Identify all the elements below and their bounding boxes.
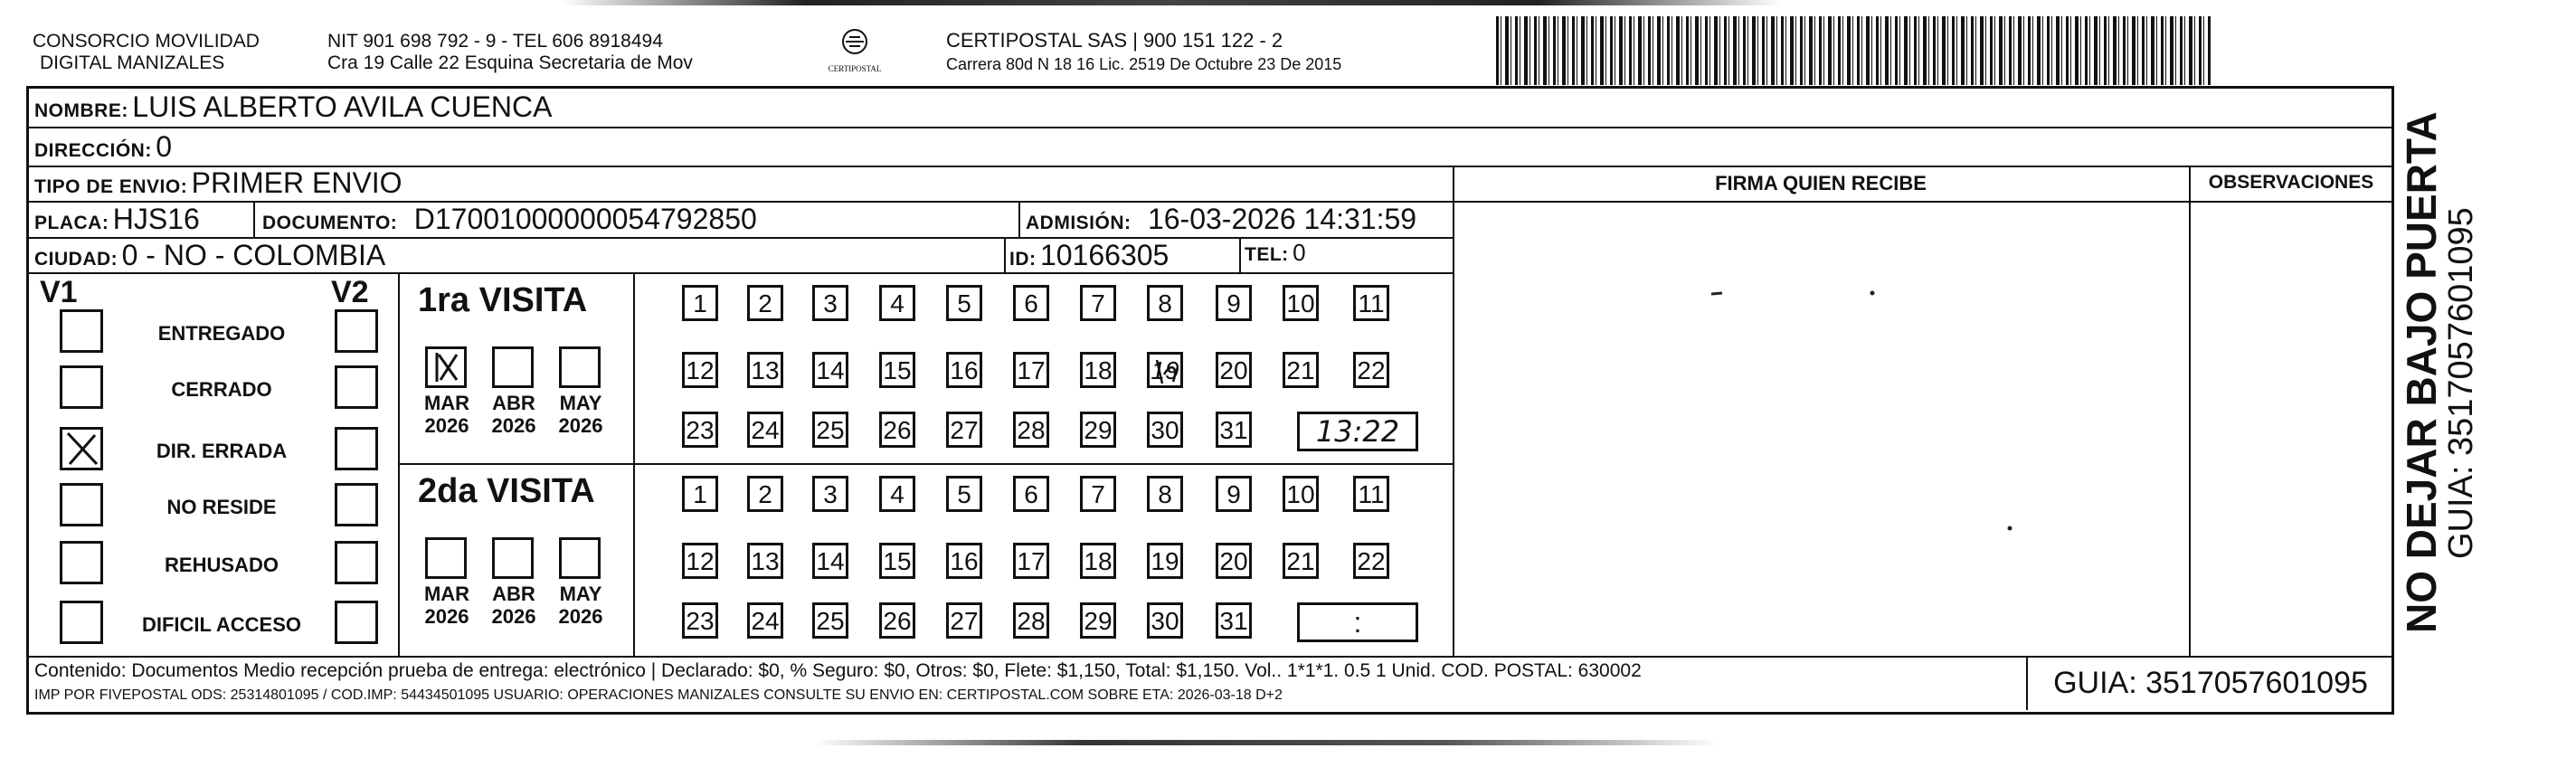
v2-checkbox[interactable] xyxy=(335,365,378,409)
day-box[interactable]: 10 xyxy=(1283,285,1319,321)
day-box[interactable]: 26 xyxy=(879,412,915,448)
day-box[interactable]: 6 xyxy=(1013,285,1049,321)
month-year: 2026 xyxy=(424,414,469,437)
documento-field xyxy=(262,203,757,236)
day-box[interactable]: 3 xyxy=(812,285,848,321)
side-guia: GUIA: 3517057601095 xyxy=(2442,207,2480,559)
day-box[interactable]: 24 xyxy=(747,412,783,448)
nombre-label: NOMBRE: xyxy=(34,100,128,121)
day-box[interactable]: 12 xyxy=(682,543,718,579)
day-box[interactable]: 23 xyxy=(682,602,718,639)
day-box[interactable]: 27 xyxy=(946,602,982,639)
tel-value: 0 xyxy=(1293,239,1306,266)
v1-checkbox[interactable] xyxy=(60,427,103,470)
month-name: MAR xyxy=(423,583,470,605)
v2-checkbox[interactable] xyxy=(335,309,378,353)
month-name: ABR xyxy=(492,392,535,414)
day-box[interactable]: 14 xyxy=(812,352,848,388)
placa-value: HJS16 xyxy=(112,203,200,235)
footer-imp: IMP POR FIVEPOSTAL ODS: 25314801095 / COD.IMP: 54434501095 USUARIO: OPERACIONES MANIZALES CONSULTE SU ENVIO EN: CERTIPOSTAL.COM SOBRE ETA: 2026-03-18 D+2 xyxy=(34,687,1283,703)
day-box[interactable]: 28 xyxy=(1013,602,1049,639)
no-dejar-bajo-puerta: NO DEJAR BAJO PUERTA xyxy=(2398,111,2445,633)
certipostal-block xyxy=(946,29,1341,74)
day-box[interactable]: 11 xyxy=(1353,285,1389,321)
day-box[interactable]: 24 xyxy=(747,602,783,639)
month-label xyxy=(487,583,541,628)
day-box[interactable]: 20 xyxy=(1216,352,1252,388)
day-box[interactable]: 4 xyxy=(879,285,915,321)
day-box[interactable]: 18 xyxy=(1080,543,1116,579)
tel-label: TEL: xyxy=(1245,244,1289,265)
day-box[interactable]: 5 xyxy=(946,476,982,512)
month-year: 2026 xyxy=(424,605,469,628)
month-checkbox[interactable] xyxy=(492,346,534,388)
rule-1 xyxy=(29,127,2391,128)
month-checkbox[interactable] xyxy=(559,346,601,388)
day-box[interactable]: 10 xyxy=(1283,476,1319,512)
vrule-firma xyxy=(1453,166,1454,656)
v2-label: V2 xyxy=(331,275,369,309)
check-x-icon xyxy=(428,349,464,385)
month-name: MAY xyxy=(559,392,602,414)
placa-label: PLACA: xyxy=(34,213,109,233)
vrule-observaciones xyxy=(2189,166,2191,656)
day-box[interactable]: 13 xyxy=(747,352,783,388)
check-x-icon xyxy=(62,430,100,468)
day-box[interactable]: 11 xyxy=(1353,476,1389,512)
month-label xyxy=(554,392,608,437)
scan-edge-bottom xyxy=(814,740,1719,745)
id-value: 10166305 xyxy=(1039,239,1170,271)
vrule-guia xyxy=(2026,656,2028,710)
direccion-field xyxy=(34,130,172,164)
vrule-tel xyxy=(1239,237,1241,272)
vrule-placa xyxy=(253,201,255,237)
admision-value: 16-03-2026 14:31:59 xyxy=(1147,203,1417,235)
day-box[interactable]: 29 xyxy=(1080,602,1116,639)
day-mark xyxy=(1150,355,1182,395)
day-box[interactable]: 29 xyxy=(1080,412,1116,448)
documento-label: DOCUMENTO: xyxy=(262,213,398,233)
firma-label: FIRMA QUIEN RECIBE xyxy=(1715,172,1927,194)
month-checkbox[interactable] xyxy=(492,537,534,579)
tel-field xyxy=(1245,239,1306,267)
day-box[interactable]: 8 xyxy=(1147,476,1183,512)
day-box[interactable]: 19 xyxy=(1147,543,1183,579)
time-box[interactable]: 13:22 xyxy=(1297,412,1418,451)
day-box[interactable]: 4 xyxy=(879,476,915,512)
day-box[interactable]: 30 xyxy=(1147,602,1183,639)
logo-icon xyxy=(837,27,873,60)
status-label: DIFICIL ACCESO xyxy=(141,613,301,636)
status-label: CERRADO xyxy=(171,378,272,401)
v2-checkbox[interactable] xyxy=(335,601,378,644)
month-year: 2026 xyxy=(491,605,536,628)
month-label xyxy=(554,583,608,628)
month-name: MAY xyxy=(559,583,602,605)
nit-line: NIT 901 698 792 - 9 - TEL 606 8918494 xyxy=(327,31,663,52)
day-box[interactable]: 9 xyxy=(1216,285,1252,321)
day-box[interactable]: 6 xyxy=(1013,476,1049,512)
placa-field xyxy=(34,203,200,236)
nombre-value: LUIS ALBERTO AVILA CUENCA xyxy=(132,90,553,123)
vrule-days xyxy=(633,272,635,656)
status-label: ENTREGADO xyxy=(157,322,286,345)
barcode xyxy=(1496,16,2211,85)
v1-checkbox[interactable] xyxy=(60,541,103,584)
day-box[interactable]: 22 xyxy=(1353,543,1389,579)
admision-label: ADMISIÓN: xyxy=(1026,213,1132,233)
id-field xyxy=(1009,239,1169,272)
month-year: 2026 xyxy=(558,414,603,437)
logo-text: CERTIPOSTAL xyxy=(828,64,882,73)
day-box[interactable]: 30 xyxy=(1147,412,1183,448)
vrule-admision xyxy=(1018,201,1020,237)
month-year: 2026 xyxy=(491,414,536,437)
day-box[interactable]: 13 xyxy=(747,543,783,579)
day-box[interactable]: 28 xyxy=(1013,412,1049,448)
ink-dot xyxy=(2006,525,2015,532)
ciudad-value: 0 - NO - COLOMBIA xyxy=(121,239,386,271)
month-checkbox[interactable] xyxy=(425,346,467,388)
day-box[interactable]: 16 xyxy=(946,352,982,388)
ink-dot xyxy=(1869,289,1878,297)
tipo-envio-value: PRIMER ENVIO xyxy=(191,166,402,199)
day-box[interactable]: 31 xyxy=(1216,412,1252,448)
day-box[interactable]: 16 xyxy=(946,543,982,579)
day-box[interactable]: 15 xyxy=(879,352,915,388)
company-line-1: CONSORCIO MOVILIDAD xyxy=(33,31,260,52)
direccion-value: 0 xyxy=(156,130,173,163)
month-checkbox[interactable] xyxy=(559,537,601,579)
visit-title: 2da VISITA xyxy=(418,472,595,510)
day-box[interactable]: 1 xyxy=(682,476,718,512)
address-line: Cra 19 Calle 22 Esquina Secretaria de Mov xyxy=(327,52,693,73)
company-contact-block xyxy=(327,31,693,74)
day-box[interactable]: 23 xyxy=(682,412,718,448)
v2-checkbox[interactable] xyxy=(335,541,378,584)
tipo-envio-field xyxy=(34,166,402,200)
day-box[interactable]: 5 xyxy=(946,285,982,321)
day-box[interactable]: 26 xyxy=(879,602,915,639)
v1-label: V1 xyxy=(40,275,78,309)
month-label xyxy=(420,392,474,437)
month-name: MAR xyxy=(423,392,470,414)
day-box[interactable]: 17 xyxy=(1013,352,1049,388)
day-box[interactable]: 19 xyxy=(1147,352,1183,388)
month-label xyxy=(420,583,474,628)
day-box[interactable]: 31 xyxy=(1216,602,1252,639)
documento-value: D17001000000054792850 xyxy=(413,203,757,235)
v1-checkbox[interactable] xyxy=(60,601,103,644)
day-box[interactable]: 2 xyxy=(747,476,783,512)
day-box[interactable]: 25 xyxy=(812,412,848,448)
visit-title: 1ra VISITA xyxy=(418,281,588,319)
v1-checkbox[interactable] xyxy=(60,483,103,526)
status-label: NO RESIDE xyxy=(166,496,277,518)
v2-checkbox[interactable] xyxy=(335,483,378,526)
v2-checkbox[interactable] xyxy=(335,427,378,470)
day-box[interactable]: 14 xyxy=(812,543,848,579)
day-box[interactable]: 21 xyxy=(1283,352,1319,388)
time-box[interactable]: : xyxy=(1297,602,1418,642)
nombre-field xyxy=(34,90,552,124)
status-label: DIR. ERRADA xyxy=(156,440,288,462)
day-box[interactable]: 22 xyxy=(1353,352,1389,388)
observaciones-label: OBSERVACIONES xyxy=(2208,172,2374,193)
day-box[interactable]: 18 xyxy=(1080,352,1116,388)
ciudad-label: CIUDAD: xyxy=(34,249,118,270)
month-checkbox[interactable] xyxy=(425,537,467,579)
status-label: REHUSADO xyxy=(165,554,279,576)
footer-contenido: Contenido: Documentos Medio recepción prueba de entrega: electrónico | Declarado: $0, % Seguro: $0, Otros: $0, Flete: $1,150, Total: $1,150. Vol.. 1*1*1. 0.5 1 Unid. COD. POSTAL: 630002 xyxy=(34,660,1642,681)
day-box[interactable]: 8 xyxy=(1147,285,1183,321)
rule-visit-split xyxy=(398,463,1453,465)
day-box[interactable]: 7 xyxy=(1080,285,1116,321)
admision-field xyxy=(1026,203,1416,236)
day-box[interactable]: 25 xyxy=(812,602,848,639)
certipostal-line-1: CERTIPOSTAL SAS | 900 151 122 - 2 xyxy=(946,29,1283,52)
day-box[interactable]: 12 xyxy=(682,352,718,388)
day-box[interactable]: 21 xyxy=(1283,543,1319,579)
day-box[interactable]: 3 xyxy=(812,476,848,512)
ink-dot xyxy=(1709,289,1728,297)
company-block xyxy=(33,31,260,74)
footer-guia: GUIA: 3517057601095 xyxy=(2053,666,2368,700)
direccion-label: DIRECCIÓN: xyxy=(34,140,152,161)
month-year: 2026 xyxy=(558,605,603,628)
rule-footer xyxy=(29,656,2391,658)
tipo-envio-label: TIPO DE ENVIO: xyxy=(34,176,188,197)
company-line-2: DIGITAL MANIZALES xyxy=(40,52,225,73)
vrule-visits xyxy=(398,272,400,656)
ciudad-field xyxy=(34,239,385,272)
day-box[interactable]: 1 xyxy=(682,285,718,321)
day-box[interactable]: 7 xyxy=(1080,476,1116,512)
id-label: ID: xyxy=(1009,249,1037,270)
day-box[interactable]: 15 xyxy=(879,543,915,579)
month-name: ABR xyxy=(492,583,535,605)
scan-edge-top xyxy=(561,0,1782,5)
certipostal-logo xyxy=(814,27,895,73)
rule-5 xyxy=(29,272,1453,274)
v1-checkbox[interactable] xyxy=(60,365,103,409)
day-box[interactable]: 27 xyxy=(946,412,982,448)
v1-checkbox[interactable] xyxy=(60,309,103,353)
day-box[interactable]: 17 xyxy=(1013,543,1049,579)
day-box[interactable]: 20 xyxy=(1216,543,1252,579)
month-label xyxy=(487,392,541,437)
handwritten-mark-icon xyxy=(1150,355,1182,387)
vrule-id xyxy=(1004,237,1006,272)
certipostal-line-2: Carrera 80d N 18 16 Lic. 2519 De Octubre 23 De 2015 xyxy=(946,55,1342,73)
day-box[interactable]: 9 xyxy=(1216,476,1252,512)
day-box[interactable]: 2 xyxy=(747,285,783,321)
